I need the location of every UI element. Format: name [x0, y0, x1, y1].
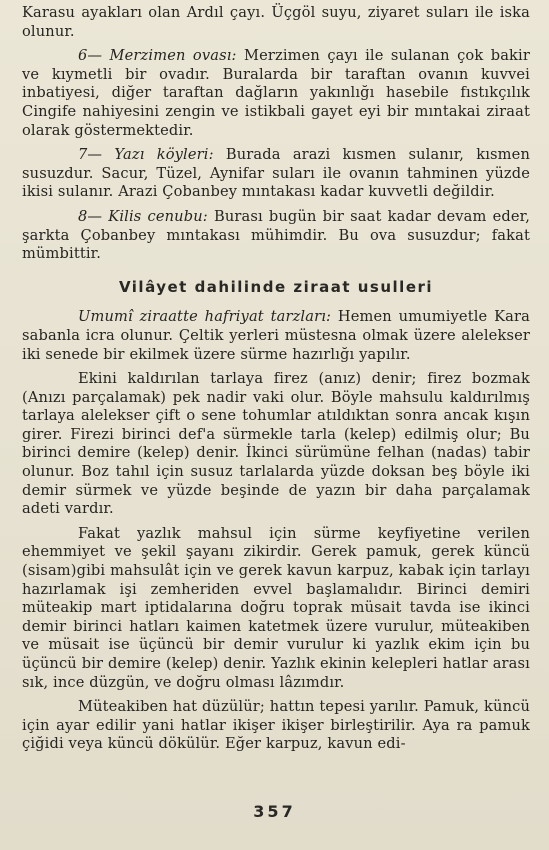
page-number: 357: [253, 802, 296, 821]
paragraph-merzimen-ovasi: [22, 47, 530, 140]
paragraph-yazlik-mahsul: Fakat yazlık mahsul için sürme keyfiyetine verilen ehemmiyet ve şekil şayanı zikirdir. Gerek pamuk, gerek küncü (sisam)gibi mahsulât için ve gerek kavun karpuz, kabak için tarlayı hazırlamak işi zemheriden evvel başlamalıdır. Birinci demiri müteakip mart iptidalarına doğru toprak müsait tavda ise ikinci demir birinci hatları kaimen katetmek üzere vurulur, müteakiben ve müsait ise üçüncü bir demir vurulur ki yazlık ekim için bu üçüncü bir demire (kelep) denir. Yazlık ekinin kelepleri hatlar arası sık, ince düzgün, ve doğru olması lâzımdır.: [22, 524, 530, 691]
paragraph-lead: Umumî ziraatte hafriyat tarzları:: [78, 308, 332, 326]
paragraph-text: Burada arazi kısmen sulanır, kısmen susuzdur. Sacur, Tüzel, Aynifar suları ile ovanın tahminen yüzde ikisi sulanır. Arazi Çobanbey mıntakası kadar kuvvetli değildir.: [22, 146, 530, 201]
paragraph-lead: 7— Yazı köyleri:: [78, 146, 214, 164]
paragraph-kilis-cenubu: [22, 208, 530, 264]
paragraph-lead: 8— Kilis cenubu:: [78, 207, 208, 225]
page-body: [22, 4, 530, 754]
paragraph-firez: Ekini kaldırılan tarlaya firez (anız) denir; firez bozmak (Anızı parçalamak) pek nadir vaki olur. Böyle mahsulu kaldırılmış tarlaya alelekser çift o sene tohumlar atıldıktan sonra ancak kışın girer. Firezi birinci def'a sürmekle tarla (kelep) edilmiş olur; Bu birinci demire (kelep) denir. İkinci sürümüne felhan (nadas) tabir olunur. Boz tahıl için susuz tarlalarda yüzde doksan beş böyle iki demir sürmek ve yüzde beşinde de yazın bir daha parçalamak adeti vardır.: [22, 370, 530, 518]
section-heading: Vilâyet dahilinde ziraat usulleri: [118, 277, 434, 296]
paragraph-lead: 6— Merzimen ovası:: [78, 47, 237, 65]
paragraph-yazi-koyleri: [22, 146, 530, 202]
paragraph-text: Burası bugün bir saat kadar devam eder, şarkta Çobanbey mıntakası mühimdir. Bu ova susuzdur; fakat mümbittir.: [22, 207, 530, 263]
paragraph-text: Merzimen çayı ile sulanan çok bakir ve kıymetli bir ovadır. Buralarda bir taraftan ovanın kuvvei inbatiyesi, diğer taraftan dağların yakınlığı hasebile fıstıkçılık Cingife nahiyesini zengin ve istikbali gayet eyi bir mıntakai ziraat olarak göstermektedir.: [22, 47, 530, 139]
paragraph-continuation: Karasu ayakları olan Ardıl çayı. Üçgöl suyu, ziyaret suları ile iska olunur.: [22, 4, 530, 40]
paragraph-text: Hemen umumiyetle Kara sabanla icra olunur. Çeltik yerleri müstesna olmak üzere alelekser iki senede bir ekilmek üzere sürme hazırlığı yapılır.: [22, 308, 530, 363]
paragraph-hat-duzulur: Müteakiben hat düzülür; hattın tepesi yarılır. Pamuk, küncü için ayar edilir yani hatlar ikişer ikişer birleştirilir. Aya ra pamuk çiğidi veya küncü dökülür. Eğer karpuz, kavun edi-: [22, 698, 530, 753]
paragraph-hafriyat-tarzlari: [22, 308, 530, 364]
